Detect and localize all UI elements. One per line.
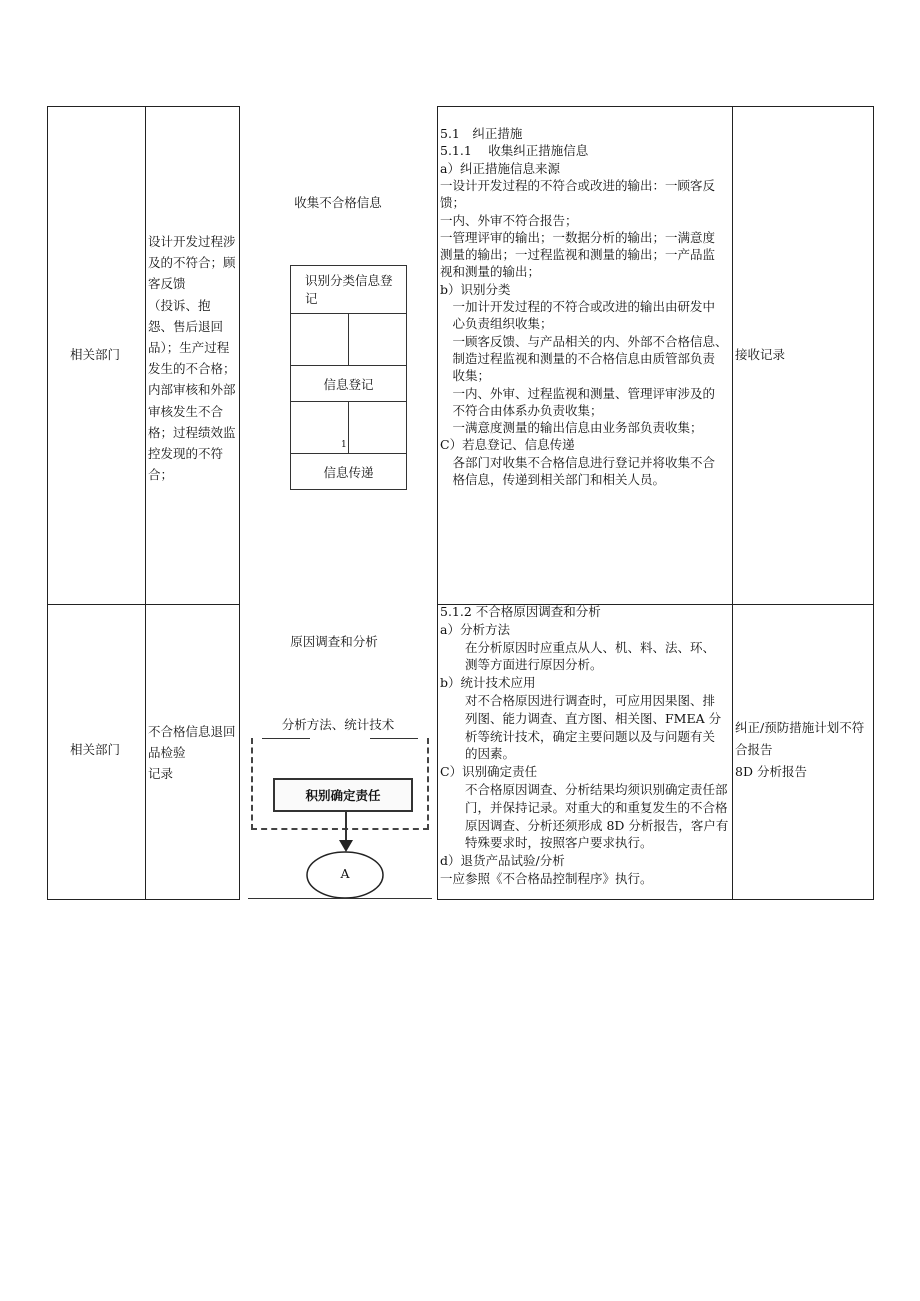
flow-box-identify-label: 识别分类信息登记: [305, 273, 393, 306]
description-line: 5.1.2 不合格原因调查和分析: [440, 604, 601, 619]
flow-divider: [348, 313, 349, 365]
description-line: 一内、外审不符合报告；: [440, 212, 578, 228]
description-line: 一内、外审、过程监视和测量、管理评审涉及的: [440, 385, 716, 401]
output-line: 纠正/预防措施计划不符: [735, 720, 865, 735]
description-line: 测量的输出；一过程监视和测量的输出；一产品监: [440, 247, 716, 263]
description-line: a）分析方法: [440, 621, 510, 637]
description-line: 5.1.1 收集纠正措施信息: [440, 143, 589, 159]
input-line: 审核发生不合: [148, 403, 224, 419]
description-line: 一管理评审的输出；一数据分析的输出；一满意度: [440, 229, 716, 245]
description-line: 析等统计技术，确定主要问题以及与问题有关: [440, 728, 716, 744]
input-line: 控发现的不符: [148, 446, 224, 461]
input-line: 不合格信息退回: [148, 724, 236, 739]
flow-small-mark: 1: [341, 440, 347, 450]
output-line: 8D 分析报告: [735, 764, 807, 779]
description-line: 原因调查、分析还须形成 8D 分析报告，客户有: [440, 817, 729, 833]
input-line: （投诉、抱: [148, 297, 211, 313]
description-line: 一应参照《不合格品控制程序》执行。: [440, 871, 653, 886]
description-line: 的因素。: [440, 746, 516, 762]
description-line: 制造过程监视和测量的不合格信息由质管部负责: [440, 350, 716, 366]
description-line: 馈；: [440, 195, 466, 211]
description-line: 不符合由体系办负责收集；: [440, 402, 603, 418]
description-line: 门，并保持记录。对重大的和重复发生的不合格: [440, 799, 728, 815]
identify-responsibility-label: 积别确定责任: [305, 788, 381, 803]
input-line: 记录: [148, 766, 174, 781]
description-line: 5.1 纠正措施: [440, 126, 523, 141]
flow-box-register-label: 信息登记: [323, 377, 374, 392]
description-line: 特殊要求时，按照客户要求执行。: [440, 835, 653, 851]
dash-frame-top-left: [262, 738, 310, 739]
description-line: 一设计开发过程的不符合或改进的输出：一顾客反: [440, 177, 716, 193]
description-line: 一顾客反馈、与产品相关的内、外部不合格信息、: [440, 333, 728, 349]
description-line: 收集；: [440, 368, 491, 384]
description-line: 在分析原因时应重点从人、机、料、法、环、: [440, 639, 716, 655]
description-line: 格信息，传递到相关部门和相关人员。: [440, 472, 666, 487]
input-line: 及的不符合；顾: [148, 255, 236, 271]
input-line: 客反馈: [148, 276, 186, 292]
connector-label: A: [340, 866, 350, 881]
input-line: 格；过程绩效监: [148, 424, 236, 440]
flow-divider: [348, 401, 349, 453]
description-line: b）识别分类: [440, 281, 511, 297]
row2-flow-method: 分析方法、统计技术: [281, 717, 395, 732]
description-line: 心负责组织收集；: [440, 316, 553, 332]
description-line: 不合格原因调查、分析结果均须识别确定责任部: [440, 782, 728, 797]
input-line: 品）；生产过程: [148, 340, 230, 355]
description-line: C）识别确定责任: [440, 764, 538, 780]
description-line: 一满意度测量的输出信息由业务部负责收集；: [440, 420, 703, 436]
flow-divider: [290, 453, 407, 454]
description-line: b）统计技术应用: [440, 675, 536, 691]
description-line: 测等方面进行原因分析。: [440, 657, 603, 673]
description-line: a）纠正措施信息来源: [440, 160, 560, 176]
flow-box-transfer-label: 信息传递: [323, 465, 374, 480]
description-line: 对不合格原因进行调查时，可应用因果图、排: [440, 693, 716, 708]
description-line: d）退货产品试验/分析: [440, 853, 565, 869]
description-line: 视和测量的输出；: [440, 264, 541, 280]
input-line: 怨、售后退回: [148, 318, 224, 334]
input-line: 内部审核和外部: [148, 382, 236, 398]
row1-flow-title: 收集不合格信息: [294, 195, 382, 210]
row1-output: 接收记录: [735, 347, 786, 362]
description-line: 一加计开发过程的不符合或改进的输出由研发中: [440, 299, 716, 314]
output-line: 合报告: [735, 742, 773, 757]
dash-frame-top-right: [370, 738, 418, 739]
input-line: 合；: [148, 467, 174, 483]
input-line: 品检验: [148, 745, 186, 760]
row1-dept: 相关部门: [70, 347, 121, 362]
flow-divider: [290, 365, 407, 366]
description-line: 各部门对收集不合格信息进行登记并将收集不合: [440, 454, 716, 470]
row2-flow-title: 原因调查和分析: [290, 634, 378, 649]
description-line: C）若息登记、信息传递: [440, 437, 575, 453]
flow-baseline: [248, 898, 432, 899]
input-line: 设计开发过程涉: [148, 234, 236, 249]
description-line: 列图、能力调查、直方图、相关图、FMEA 分: [440, 710, 722, 726]
input-line: 发生的不合格；: [148, 361, 236, 377]
row2-dept: 相关部门: [70, 742, 121, 757]
